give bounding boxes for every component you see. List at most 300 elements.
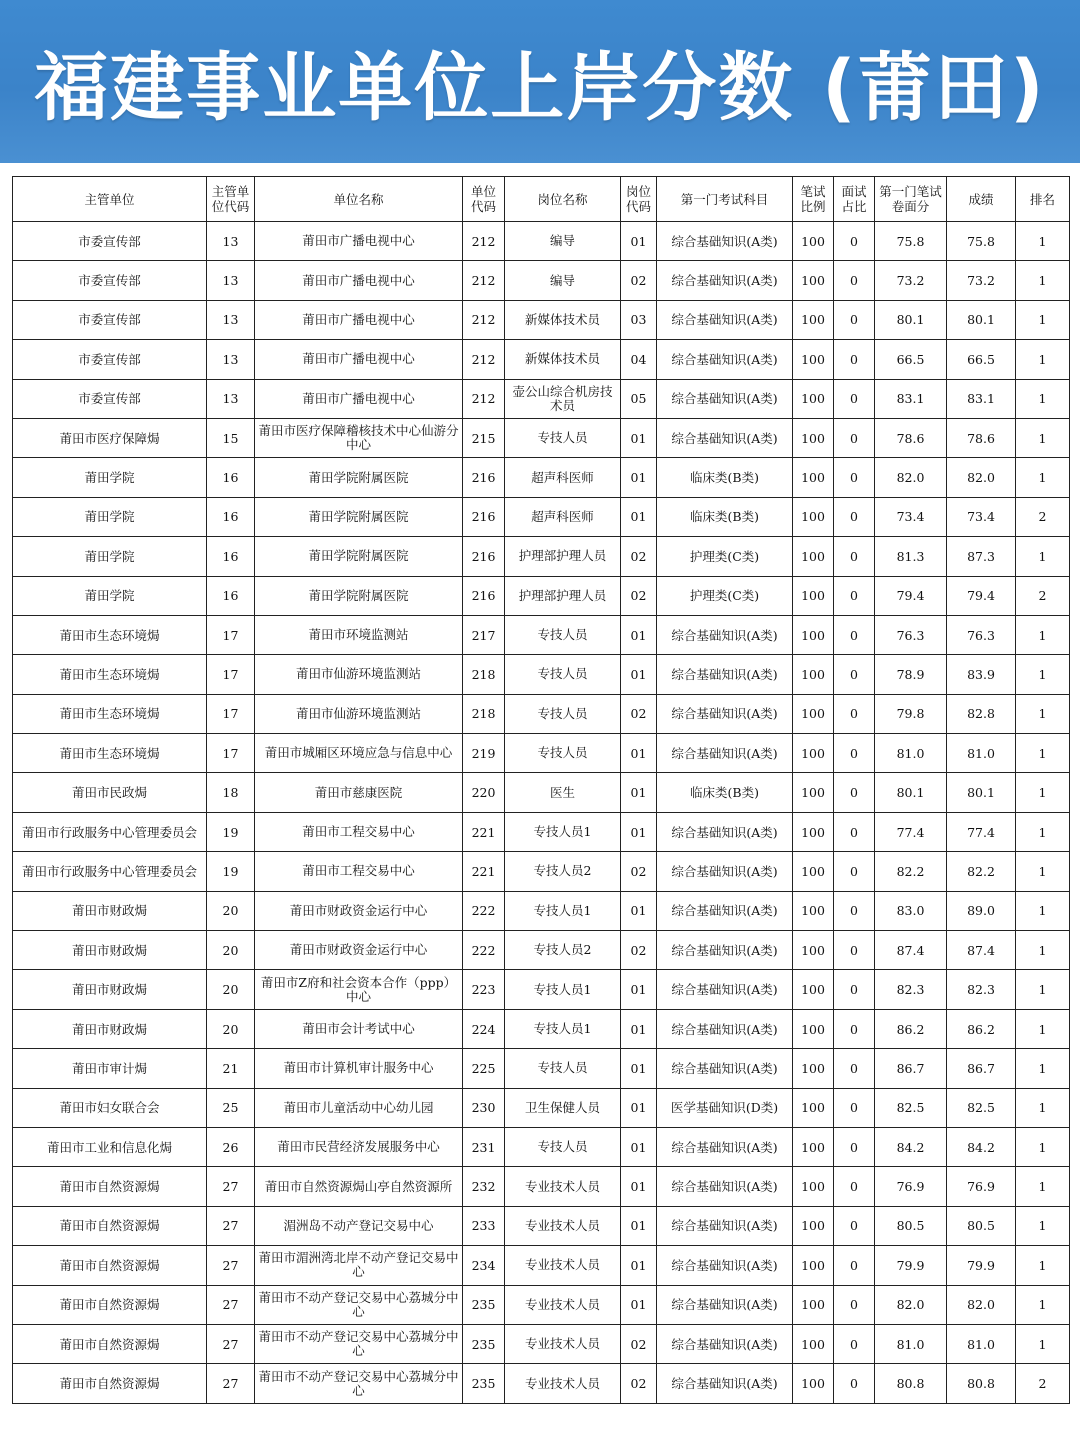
cell-written-ratio: 100: [793, 694, 834, 733]
cell-supervisor-code: 13: [207, 379, 255, 418]
cell-supervisor-code: 27: [207, 1324, 255, 1363]
cell-position-code: 02: [621, 1364, 657, 1403]
cell-paper-score: 80.5: [875, 1206, 947, 1245]
cell-written-ratio: 100: [793, 1246, 834, 1285]
cell-unit-code: 216: [463, 497, 505, 536]
cell-exam-subject: 综合基础知识(A类): [657, 1009, 793, 1048]
col-header-position-name: 岗位名称: [505, 177, 621, 222]
cell-supervisor-code: 27: [207, 1285, 255, 1324]
cell-paper-score: 80.1: [875, 773, 947, 812]
cell-paper-score: 81.0: [875, 1324, 947, 1363]
cell-position-code: 01: [621, 1167, 657, 1206]
cell-paper-score: 79.9: [875, 1246, 947, 1285]
cell-interview-ratio: 0: [834, 773, 875, 812]
cell-position-code: 01: [621, 1206, 657, 1245]
cell-paper-score: 82.5: [875, 1088, 947, 1127]
cell-position-code: 01: [621, 222, 657, 261]
cell-rank: 1: [1016, 773, 1070, 812]
cell-position-code: 01: [621, 970, 657, 1009]
cell-interview-ratio: 0: [834, 497, 875, 536]
cell-interview-ratio: 0: [834, 222, 875, 261]
cell-interview-ratio: 0: [834, 1285, 875, 1324]
cell-rank: 1: [1016, 1285, 1070, 1324]
cell-supervisor: 莆田市医疗保障焗: [13, 418, 207, 457]
cell-position-name: 超声科医师: [505, 497, 621, 536]
table-row: [13, 852, 1070, 891]
table-row: [13, 655, 1070, 694]
cell-rank: 1: [1016, 1009, 1070, 1048]
cell-written-ratio: 100: [793, 1127, 834, 1166]
cell-rank: 1: [1016, 1246, 1070, 1285]
cell-interview-ratio: 0: [834, 261, 875, 300]
cell-rank: 2: [1016, 497, 1070, 536]
cell-paper-score: 82.0: [875, 458, 947, 497]
cell-rank: 2: [1016, 576, 1070, 615]
cell-supervisor: 莆田市财政焗: [13, 891, 207, 930]
cell-paper-score: 73.4: [875, 497, 947, 536]
cell-score: 84.2: [947, 1127, 1016, 1166]
cell-written-ratio: 100: [793, 222, 834, 261]
cell-position-name: 专技人员1: [505, 1009, 621, 1048]
cell-written-ratio: 100: [793, 1285, 834, 1324]
cell-interview-ratio: 0: [834, 537, 875, 576]
cell-paper-score: 82.3: [875, 970, 947, 1009]
cell-paper-score: 82.0: [875, 1285, 947, 1324]
table-row: [13, 1167, 1070, 1206]
cell-written-ratio: 100: [793, 1049, 834, 1088]
cell-exam-subject: 综合基础知识(A类): [657, 300, 793, 339]
cell-interview-ratio: 0: [834, 1206, 875, 1245]
cell-score: 87.3: [947, 537, 1016, 576]
cell-unit-code: 216: [463, 576, 505, 615]
cell-supervisor-code: 16: [207, 497, 255, 536]
cell-exam-subject: 医学基础知识(D类): [657, 1088, 793, 1127]
table-row: [13, 1246, 1070, 1285]
cell-position-name: 专技人员1: [505, 970, 621, 1009]
cell-score: 78.6: [947, 418, 1016, 457]
cell-interview-ratio: 0: [834, 1009, 875, 1048]
cell-paper-score: 86.2: [875, 1009, 947, 1048]
cell-rank: 1: [1016, 734, 1070, 773]
cell-score: 73.2: [947, 261, 1016, 300]
cell-unit-name: 莆田学院附属医院: [255, 458, 463, 497]
cell-interview-ratio: 0: [834, 1246, 875, 1285]
cell-score: 82.0: [947, 458, 1016, 497]
cell-exam-subject: 综合基础知识(A类): [657, 694, 793, 733]
cell-position-code: 05: [621, 379, 657, 418]
cell-unit-name: 湄洲岛不动产登记交易中心: [255, 1206, 463, 1245]
cell-exam-subject: 综合基础知识(A类): [657, 418, 793, 457]
cell-supervisor: 莆田市生态环境焗: [13, 615, 207, 654]
cell-written-ratio: 100: [793, 812, 834, 851]
cell-position-code: 01: [621, 891, 657, 930]
cell-supervisor-code: 13: [207, 340, 255, 379]
cell-position-name: 专业技术人员: [505, 1246, 621, 1285]
cell-score: 80.5: [947, 1206, 1016, 1245]
cell-supervisor-code: 16: [207, 537, 255, 576]
cell-written-ratio: 100: [793, 418, 834, 457]
cell-score: 81.0: [947, 1324, 1016, 1363]
table-row: [13, 222, 1070, 261]
cell-paper-score: 81.0: [875, 734, 947, 773]
cell-rank: 1: [1016, 418, 1070, 457]
cell-paper-score: 79.8: [875, 694, 947, 733]
cell-written-ratio: 100: [793, 300, 834, 339]
cell-unit-code: 232: [463, 1167, 505, 1206]
cell-unit-code: 212: [463, 222, 505, 261]
cell-score: 87.4: [947, 931, 1016, 970]
cell-supervisor: 市委宣传部: [13, 261, 207, 300]
cell-supervisor-code: 26: [207, 1127, 255, 1166]
table-row: [13, 418, 1070, 457]
cell-unit-code: 215: [463, 418, 505, 457]
cell-score: 82.0: [947, 1285, 1016, 1324]
cell-unit-name: 莆田市仙游环境监测站: [255, 655, 463, 694]
table-row: [13, 1009, 1070, 1048]
cell-rank: 1: [1016, 1049, 1070, 1088]
cell-position-code: 02: [621, 1324, 657, 1363]
cell-exam-subject: 综合基础知识(A类): [657, 1285, 793, 1324]
cell-written-ratio: 100: [793, 261, 834, 300]
cell-unit-name: 莆田市工程交易中心: [255, 812, 463, 851]
cell-exam-subject: 综合基础知识(A类): [657, 1127, 793, 1166]
cell-position-name: 专技人员1: [505, 812, 621, 851]
cell-unit-name: 莆田市Z府和社会资本合作（ppp）中心: [255, 970, 463, 1009]
cell-paper-score: 66.5: [875, 340, 947, 379]
cell-unit-name: 莆田市广播电视中心: [255, 340, 463, 379]
cell-unit-name: 莆田市自然资源焗山亭自然资源所: [255, 1167, 463, 1206]
cell-position-name: 医生: [505, 773, 621, 812]
cell-position-code: 01: [621, 497, 657, 536]
cell-supervisor: 莆田市自然资源焗: [13, 1324, 207, 1363]
cell-exam-subject: 综合基础知识(A类): [657, 734, 793, 773]
cell-supervisor: 莆田市民政焗: [13, 773, 207, 812]
cell-unit-code: 221: [463, 812, 505, 851]
cell-score: 86.2: [947, 1009, 1016, 1048]
cell-paper-score: 87.4: [875, 931, 947, 970]
table-row: [13, 1206, 1070, 1245]
cell-unit-code: 218: [463, 694, 505, 733]
cell-position-name: 专业技术人员: [505, 1285, 621, 1324]
cell-position-code: 02: [621, 694, 657, 733]
cell-rank: 1: [1016, 379, 1070, 418]
cell-score: 81.0: [947, 734, 1016, 773]
cell-unit-code: 220: [463, 773, 505, 812]
cell-written-ratio: 100: [793, 1088, 834, 1127]
cell-unit-code: 212: [463, 379, 505, 418]
cell-position-name: 专技人员1: [505, 891, 621, 930]
table-header: [13, 177, 1070, 222]
col-header-supervisor-code: 主管单位代码: [207, 177, 255, 222]
cell-unit-name: 莆田市计算机审计服务中心: [255, 1049, 463, 1088]
cell-position-code: 01: [621, 615, 657, 654]
cell-score: 82.3: [947, 970, 1016, 1009]
cell-supervisor-code: 19: [207, 852, 255, 891]
cell-unit-code: 234: [463, 1246, 505, 1285]
cell-position-name: 护理部护理人员: [505, 537, 621, 576]
cell-supervisor-code: 20: [207, 970, 255, 1009]
col-header-unit-name: 单位名称: [255, 177, 463, 222]
col-header-paper-score: 第一门笔试卷面分: [875, 177, 947, 222]
cell-position-name: 专业技术人员: [505, 1364, 621, 1403]
cell-interview-ratio: 0: [834, 931, 875, 970]
cell-score: 89.0: [947, 891, 1016, 930]
cell-position-code: 02: [621, 261, 657, 300]
cell-supervisor-code: 17: [207, 655, 255, 694]
table-body: [13, 222, 1070, 1404]
cell-unit-code: 235: [463, 1364, 505, 1403]
cell-position-name: 编导: [505, 261, 621, 300]
cell-rank: 1: [1016, 655, 1070, 694]
cell-paper-score: 81.3: [875, 537, 947, 576]
cell-position-code: 02: [621, 537, 657, 576]
cell-supervisor: 莆田市财政焗: [13, 970, 207, 1009]
cell-unit-name: 莆田市城厢区环境应急与信息中心: [255, 734, 463, 773]
cell-supervisor-code: 16: [207, 576, 255, 615]
cell-interview-ratio: 0: [834, 1088, 875, 1127]
cell-paper-score: 83.1: [875, 379, 947, 418]
cell-rank: 1: [1016, 458, 1070, 497]
cell-supervisor-code: 16: [207, 458, 255, 497]
cell-unit-name: 莆田市医疗保障稽核技术中心仙游分中心: [255, 418, 463, 457]
table-row: [13, 1127, 1070, 1166]
table-row: [13, 340, 1070, 379]
cell-supervisor-code: 20: [207, 1009, 255, 1048]
cell-supervisor-code: 27: [207, 1364, 255, 1403]
cell-position-code: 01: [621, 655, 657, 694]
cell-written-ratio: 100: [793, 970, 834, 1009]
col-header-exam-subject: 第一门考试科目: [657, 177, 793, 222]
cell-written-ratio: 100: [793, 497, 834, 536]
cell-unit-name: 莆田市不动产登记交易中心荔城分中心: [255, 1285, 463, 1324]
table-row: [13, 1364, 1070, 1403]
header-row: [13, 177, 1070, 222]
cell-paper-score: 76.3: [875, 615, 947, 654]
cell-position-name: 超声科医师: [505, 458, 621, 497]
cell-paper-score: 84.2: [875, 1127, 947, 1166]
col-header-score: 成绩: [947, 177, 1016, 222]
cell-written-ratio: 100: [793, 379, 834, 418]
cell-rank: 1: [1016, 340, 1070, 379]
cell-unit-code: 212: [463, 300, 505, 339]
cell-exam-subject: 护理类(C类): [657, 537, 793, 576]
cell-rank: 1: [1016, 222, 1070, 261]
cell-rank: 1: [1016, 931, 1070, 970]
cell-unit-name: 莆田市不动产登记交易中心荔城分中心: [255, 1364, 463, 1403]
cell-score: 77.4: [947, 812, 1016, 851]
cell-written-ratio: 100: [793, 340, 834, 379]
cell-supervisor-code: 15: [207, 418, 255, 457]
cell-paper-score: 78.6: [875, 418, 947, 457]
cell-score: 82.2: [947, 852, 1016, 891]
cell-unit-code: 221: [463, 852, 505, 891]
col-header-position-code: 岗位代码: [621, 177, 657, 222]
cell-unit-name: 莆田市民营经济发展服务中心: [255, 1127, 463, 1166]
col-header-written-ratio: 笔试比例: [793, 177, 834, 222]
cell-unit-name: 莆田市不动产登记交易中心荔城分中心: [255, 1324, 463, 1363]
cell-exam-subject: 综合基础知识(A类): [657, 340, 793, 379]
cell-supervisor: 莆田学院: [13, 537, 207, 576]
table-row: [13, 458, 1070, 497]
cell-written-ratio: 100: [793, 458, 834, 497]
cell-supervisor: 莆田学院: [13, 497, 207, 536]
cell-rank: 1: [1016, 537, 1070, 576]
cell-supervisor-code: 20: [207, 931, 255, 970]
cell-unit-name: 莆田学院附属医院: [255, 576, 463, 615]
cell-position-name: 专业技术人员: [505, 1324, 621, 1363]
table-row: [13, 379, 1070, 418]
cell-written-ratio: 100: [793, 1009, 834, 1048]
cell-supervisor-code: 17: [207, 734, 255, 773]
cell-unit-code: 225: [463, 1049, 505, 1088]
cell-interview-ratio: 0: [834, 1364, 875, 1403]
table-row: [13, 615, 1070, 654]
cell-interview-ratio: 0: [834, 379, 875, 418]
cell-written-ratio: 100: [793, 931, 834, 970]
cell-supervisor-code: 21: [207, 1049, 255, 1088]
cell-unit-code: 212: [463, 261, 505, 300]
cell-unit-name: 莆田市湄洲湾北岸不动产登记交易中心: [255, 1246, 463, 1285]
score-table-container: [12, 176, 1069, 1404]
cell-score: 79.9: [947, 1246, 1016, 1285]
cell-exam-subject: 临床类(B类): [657, 497, 793, 536]
cell-position-name: 壶公山综合机房技术员: [505, 379, 621, 418]
cell-paper-score: 79.4: [875, 576, 947, 615]
cell-exam-subject: 综合基础知识(A类): [657, 891, 793, 930]
cell-paper-score: 80.1: [875, 300, 947, 339]
cell-interview-ratio: 0: [834, 1049, 875, 1088]
table-row: [13, 1049, 1070, 1088]
cell-unit-code: 219: [463, 734, 505, 773]
cell-written-ratio: 100: [793, 1206, 834, 1245]
cell-written-ratio: 100: [793, 1167, 834, 1206]
cell-paper-score: 82.2: [875, 852, 947, 891]
cell-paper-score: 86.7: [875, 1049, 947, 1088]
cell-unit-code: 230: [463, 1088, 505, 1127]
cell-position-name: 专技人员: [505, 1127, 621, 1166]
cell-score: 80.1: [947, 300, 1016, 339]
cell-interview-ratio: 0: [834, 812, 875, 851]
cell-exam-subject: 综合基础知识(A类): [657, 222, 793, 261]
cell-written-ratio: 100: [793, 1364, 834, 1403]
cell-interview-ratio: 0: [834, 1167, 875, 1206]
cell-paper-score: 78.9: [875, 655, 947, 694]
cell-interview-ratio: 0: [834, 694, 875, 733]
cell-rank: 1: [1016, 694, 1070, 733]
cell-position-code: 01: [621, 734, 657, 773]
table-row: [13, 497, 1070, 536]
cell-supervisor: 莆田市自然资源焗: [13, 1364, 207, 1403]
cell-interview-ratio: 0: [834, 418, 875, 457]
cell-position-code: 01: [621, 1009, 657, 1048]
table-row: [13, 970, 1070, 1009]
cell-rank: 1: [1016, 970, 1070, 1009]
cell-exam-subject: 综合基础知识(A类): [657, 852, 793, 891]
cell-interview-ratio: 0: [834, 655, 875, 694]
cell-written-ratio: 100: [793, 537, 834, 576]
cell-interview-ratio: 0: [834, 1127, 875, 1166]
cell-written-ratio: 100: [793, 734, 834, 773]
cell-exam-subject: 护理类(C类): [657, 576, 793, 615]
cell-supervisor-code: 27: [207, 1246, 255, 1285]
cell-exam-subject: 综合基础知识(A类): [657, 379, 793, 418]
cell-paper-score: 77.4: [875, 812, 947, 851]
cell-exam-subject: 综合基础知识(A类): [657, 970, 793, 1009]
cell-position-name: 护理部护理人员: [505, 576, 621, 615]
cell-exam-subject: 综合基础知识(A类): [657, 1324, 793, 1363]
cell-written-ratio: 100: [793, 576, 834, 615]
cell-supervisor: 莆田学院: [13, 576, 207, 615]
cell-supervisor: 市委宣传部: [13, 340, 207, 379]
cell-score: 80.1: [947, 773, 1016, 812]
cell-written-ratio: 100: [793, 615, 834, 654]
cell-supervisor: 莆田市生态环境焗: [13, 694, 207, 733]
cell-exam-subject: 综合基础知识(A类): [657, 812, 793, 851]
cell-supervisor: 莆田市审计焗: [13, 1049, 207, 1088]
cell-unit-name: 莆田市财政资金运行中心: [255, 931, 463, 970]
col-header-rank: 排名: [1016, 177, 1070, 222]
cell-supervisor-code: 17: [207, 615, 255, 654]
cell-unit-name: 莆田市财政资金运行中心: [255, 891, 463, 930]
cell-supervisor-code: 27: [207, 1206, 255, 1245]
cell-position-name: 编导: [505, 222, 621, 261]
cell-unit-name: 莆田市环境监测站: [255, 615, 463, 654]
cell-unit-name: 莆田市仙游环境监测站: [255, 694, 463, 733]
cell-written-ratio: 100: [793, 852, 834, 891]
cell-position-name: 卫生保健人员: [505, 1088, 621, 1127]
table-row: [13, 1324, 1070, 1363]
cell-supervisor-code: 25: [207, 1088, 255, 1127]
cell-score: 73.4: [947, 497, 1016, 536]
cell-unit-name: 莆田市慈康医院: [255, 773, 463, 812]
cell-position-code: 01: [621, 773, 657, 812]
cell-exam-subject: 综合基础知识(A类): [657, 261, 793, 300]
cell-supervisor: 莆田市自然资源焗: [13, 1167, 207, 1206]
cell-unit-name: 莆田市广播电视中心: [255, 222, 463, 261]
cell-position-code: 01: [621, 418, 657, 457]
cell-supervisor: 莆田市财政焗: [13, 1009, 207, 1048]
cell-unit-code: 233: [463, 1206, 505, 1245]
cell-position-name: 专技人员: [505, 418, 621, 457]
cell-position-code: 01: [621, 1088, 657, 1127]
cell-supervisor: 莆田市自然资源焗: [13, 1246, 207, 1285]
col-header-unit-code: 单位代码: [463, 177, 505, 222]
cell-rank: 1: [1016, 300, 1070, 339]
cell-score: 86.7: [947, 1049, 1016, 1088]
cell-exam-subject: 综合基础知识(A类): [657, 655, 793, 694]
cell-position-name: 专业技术人员: [505, 1206, 621, 1245]
cell-exam-subject: 综合基础知识(A类): [657, 1206, 793, 1245]
cell-interview-ratio: 0: [834, 615, 875, 654]
table-row: [13, 1285, 1070, 1324]
cell-position-name: 新媒体技术员: [505, 340, 621, 379]
cell-unit-code: 217: [463, 615, 505, 654]
cell-score: 66.5: [947, 340, 1016, 379]
cell-exam-subject: 综合基础知识(A类): [657, 615, 793, 654]
cell-written-ratio: 100: [793, 773, 834, 812]
cell-position-name: 专技人员2: [505, 931, 621, 970]
cell-position-name: 专技人员: [505, 694, 621, 733]
cell-unit-code: 231: [463, 1127, 505, 1166]
cell-paper-score: 73.2: [875, 261, 947, 300]
table-row: [13, 931, 1070, 970]
cell-supervisor-code: 19: [207, 812, 255, 851]
cell-exam-subject: 临床类(B类): [657, 458, 793, 497]
score-table: [12, 176, 1070, 1404]
cell-position-name: 新媒体技术员: [505, 300, 621, 339]
cell-rank: 2: [1016, 1364, 1070, 1403]
cell-interview-ratio: 0: [834, 891, 875, 930]
